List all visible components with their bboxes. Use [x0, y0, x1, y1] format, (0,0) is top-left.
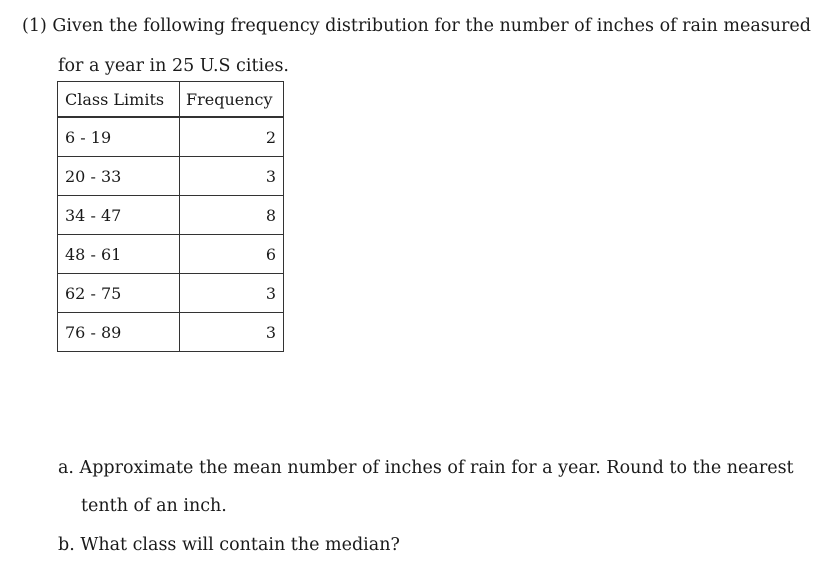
table-row [58, 313, 284, 352]
frequency-cell: 3 [180, 313, 284, 352]
frequency-cell: 3 [180, 274, 284, 313]
class-limits-cell: 48 - 61 [58, 235, 180, 274]
table-header-row [58, 82, 284, 118]
frequency-cell: 6 [180, 235, 284, 274]
question-text-line-1: (1) Given the following frequency distribution for the number of inches of rain measured [22, 16, 811, 36]
question-text-line-2: for a year in 25 U.S cities. [58, 56, 289, 76]
frequency-table [57, 81, 284, 352]
table-row [58, 157, 284, 196]
part-a-text-line-2: tenth of an inch. [81, 496, 227, 516]
part-a-text-line-1: a. Approximate the mean number of inches of rain for a year. Round to the nearest [58, 458, 794, 478]
frequency-cell: 3 [180, 157, 284, 196]
frequency-cell: 2 [180, 117, 284, 157]
class-limits-cell: 20 - 33 [58, 157, 180, 196]
class-limits-cell: 76 - 89 [58, 313, 180, 352]
column-header-class-limits: Class Limits [58, 82, 180, 118]
frequency-cell: 8 [180, 196, 284, 235]
table-row [58, 117, 284, 157]
table-row [58, 196, 284, 235]
part-b-text: b. What class will contain the median? [58, 535, 400, 555]
class-limits-cell: 34 - 47 [58, 196, 180, 235]
table-row [58, 274, 284, 313]
class-limits-cell: 6 - 19 [58, 117, 180, 157]
class-limits-cell: 62 - 75 [58, 274, 180, 313]
column-header-frequency: Frequency [180, 82, 284, 118]
table-row [58, 235, 284, 274]
